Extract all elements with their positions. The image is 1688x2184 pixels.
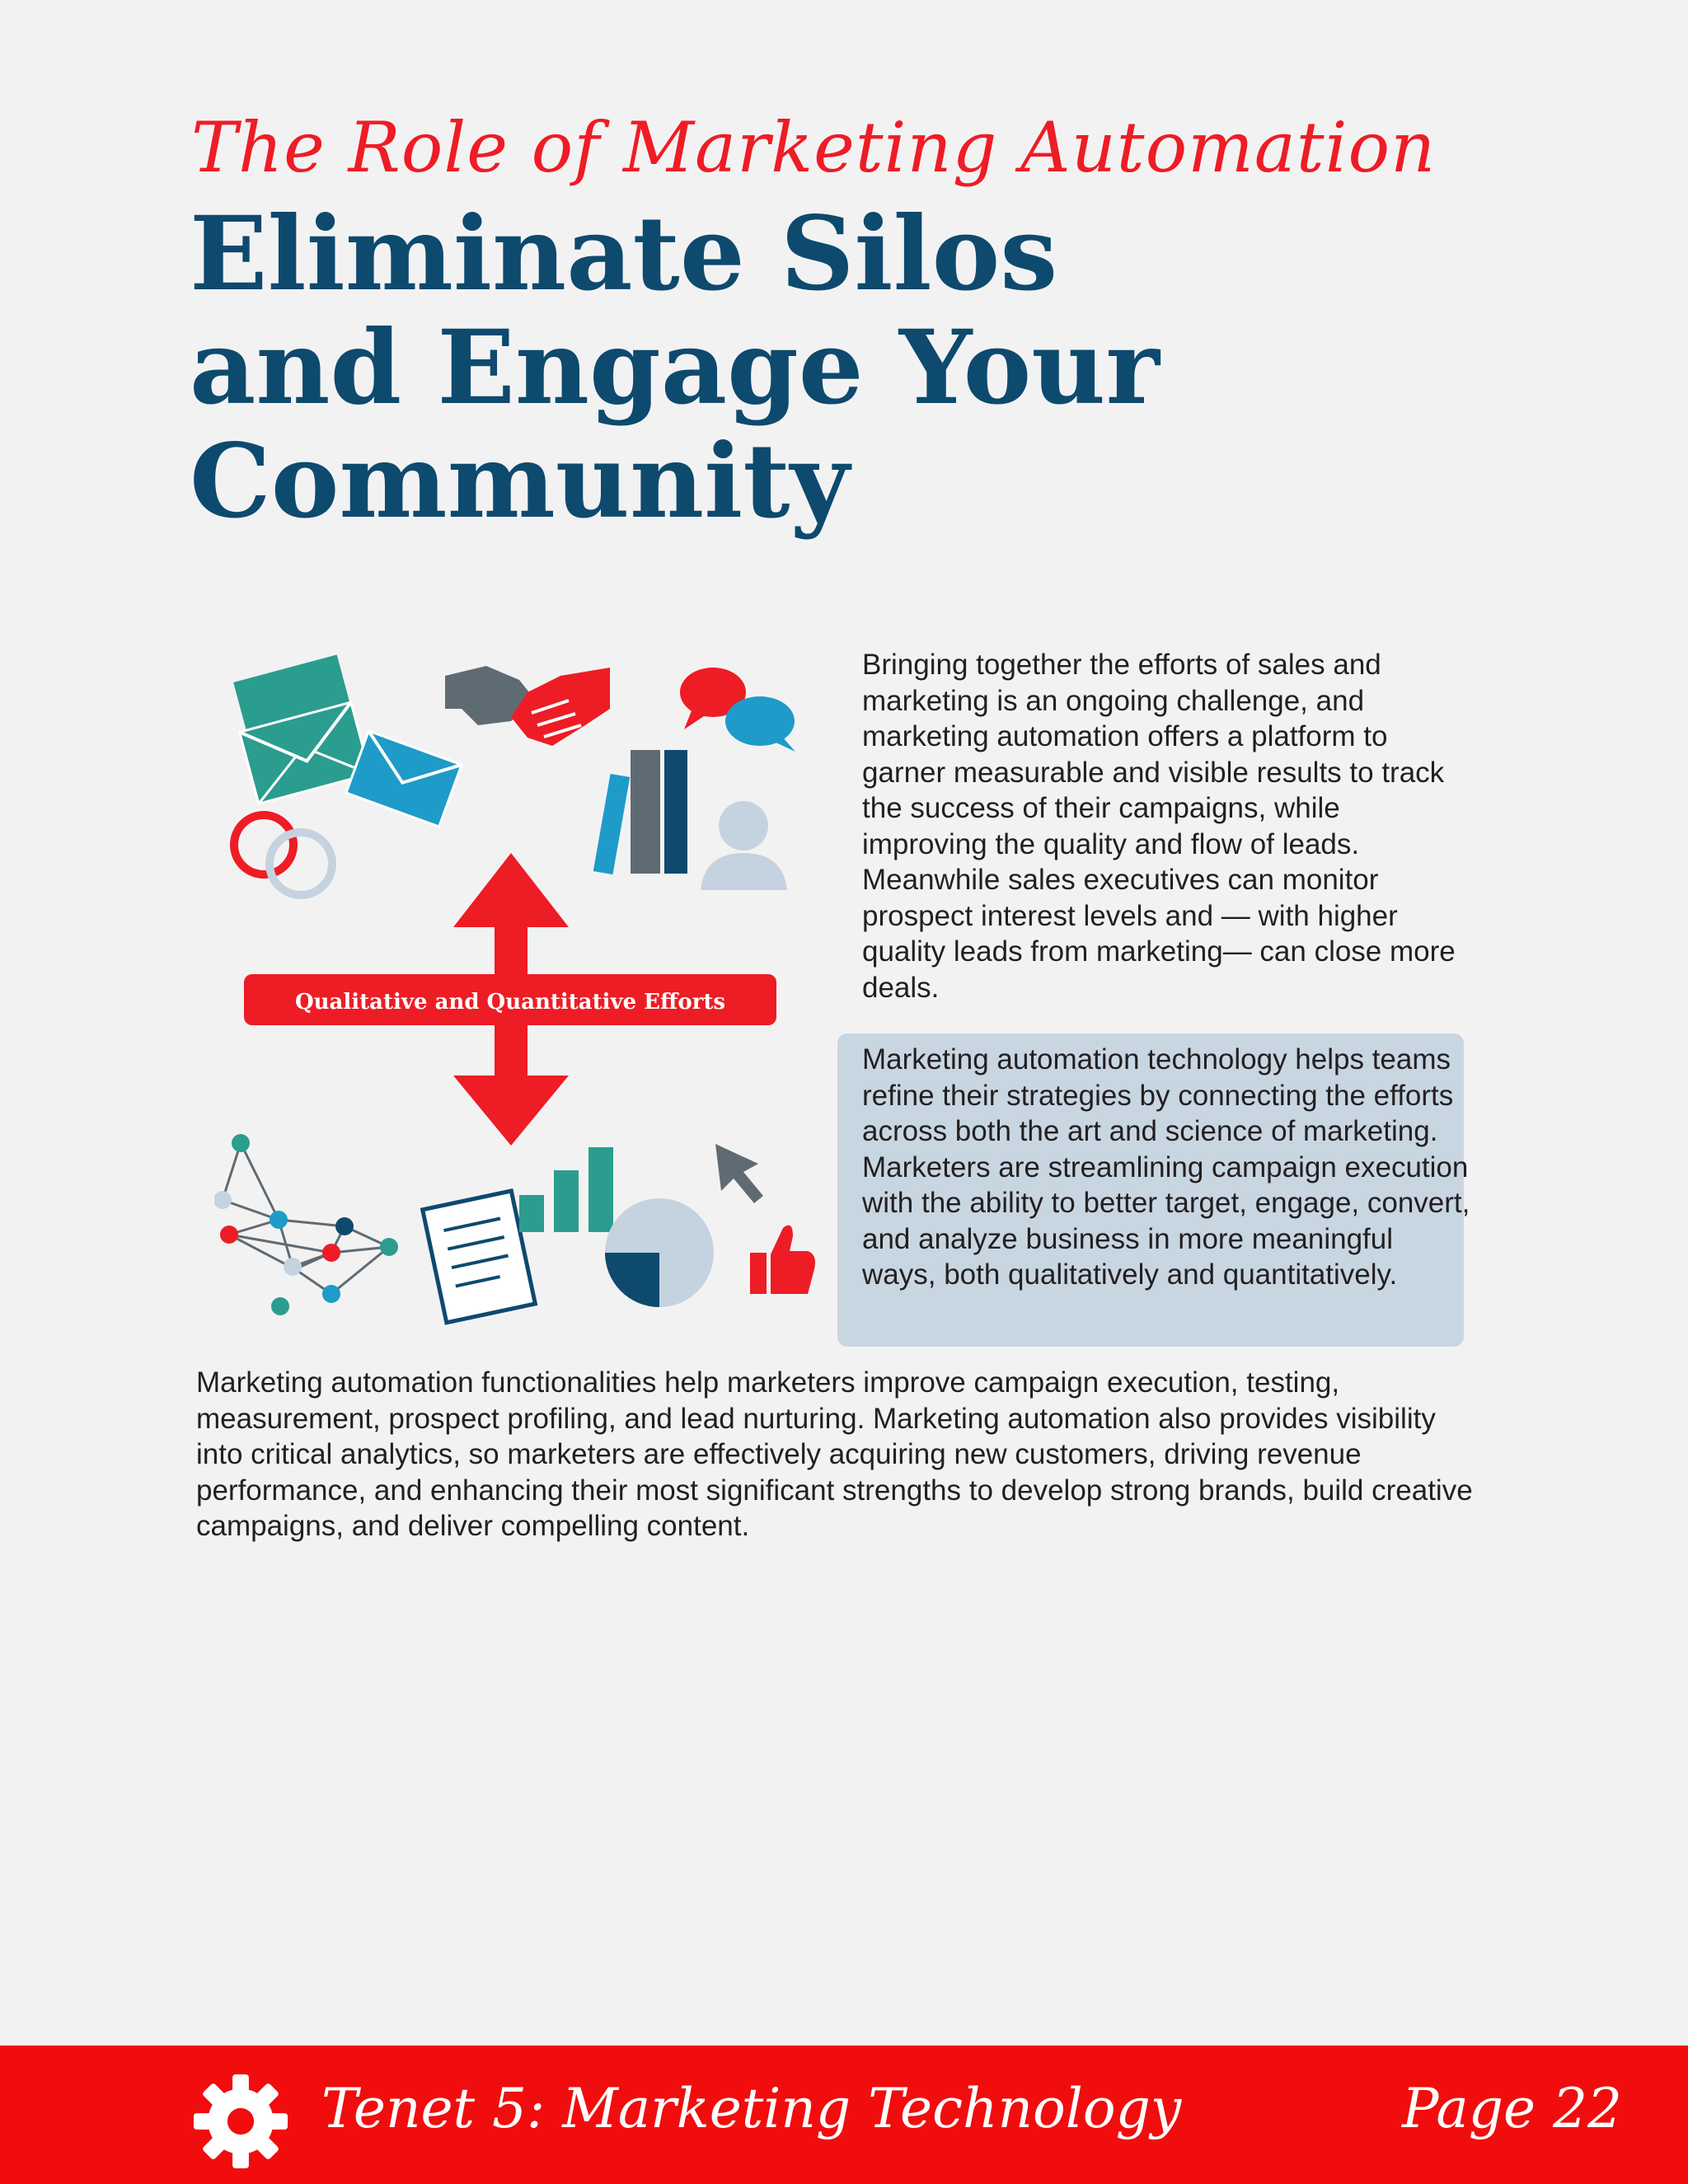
rings-icon — [234, 815, 332, 895]
document-icon — [423, 1191, 536, 1323]
person-icon — [701, 801, 787, 890]
bar-chart-icon — [519, 1147, 613, 1232]
chat-bubbles-icon — [680, 668, 795, 752]
pie-chart-icon — [605, 1198, 714, 1307]
books-icon — [593, 750, 687, 874]
marketing-illustration — [214, 643, 824, 1327]
headline-line-2: and Engage Your — [190, 308, 1160, 428]
network-icon — [223, 1143, 389, 1294]
section-kicker: The Role of Marketing Automation — [191, 107, 1437, 188]
page-number: Page 22 — [1401, 2077, 1622, 2140]
callout-paragraph — [862, 1042, 1472, 1293]
page-footer — [0, 2046, 1688, 2184]
handshake-icon — [445, 666, 610, 746]
intro-paragraph — [862, 647, 1472, 1005]
summary-paragraph — [196, 1365, 1482, 1544]
envelope-icon — [346, 731, 462, 827]
intro-text: Bringing together the efforts of sales and marketing is an ongoing challenge, and marketing automation offers a platform to garner measurable and visible results to track the success of their campaigns, while improving the quality and flow of leads. Meanwhile sales executives can monitor prospect interest levels and — with higher quality leads from marketing— can close more deals. — [862, 649, 1456, 1004]
thumbs-up-icon — [750, 1226, 815, 1294]
cursor-icon — [715, 1144, 763, 1203]
headline-line-3: Community — [190, 422, 850, 541]
gear-icon — [190, 2070, 292, 2172]
page-headline — [190, 194, 1160, 541]
headline-line-1: Eliminate Silos — [190, 194, 1058, 314]
footer-section-title: Tenet 5: Marketing Technology — [321, 2077, 1182, 2140]
callout-text: Marketing automation technology helps teams refine their strategies by connecting the efforts across both the art and science of marketing. Marketers are streamlining campaign execution with the ability to better target, engage, convert, and analyze business in more meaningful ways, both qualitatively and quantitatively. — [862, 1043, 1470, 1291]
efforts-banner-label: Qualitative and Quantitative Efforts — [294, 990, 726, 1015]
network-nodes — [214, 1134, 398, 1315]
summary-text: Marketing automation functionalities help marketers improve campaign execution, testing, measurement, prospect profiling, and lead nurturing. Marketing automation also provides visibility into critical analytics, so marketers are effectively acquiring new customers, driving revenue performance, and enhancing their most significant strengths to develop strong brands, build creative campaigns, and deliver compelling content. — [196, 1366, 1473, 1542]
